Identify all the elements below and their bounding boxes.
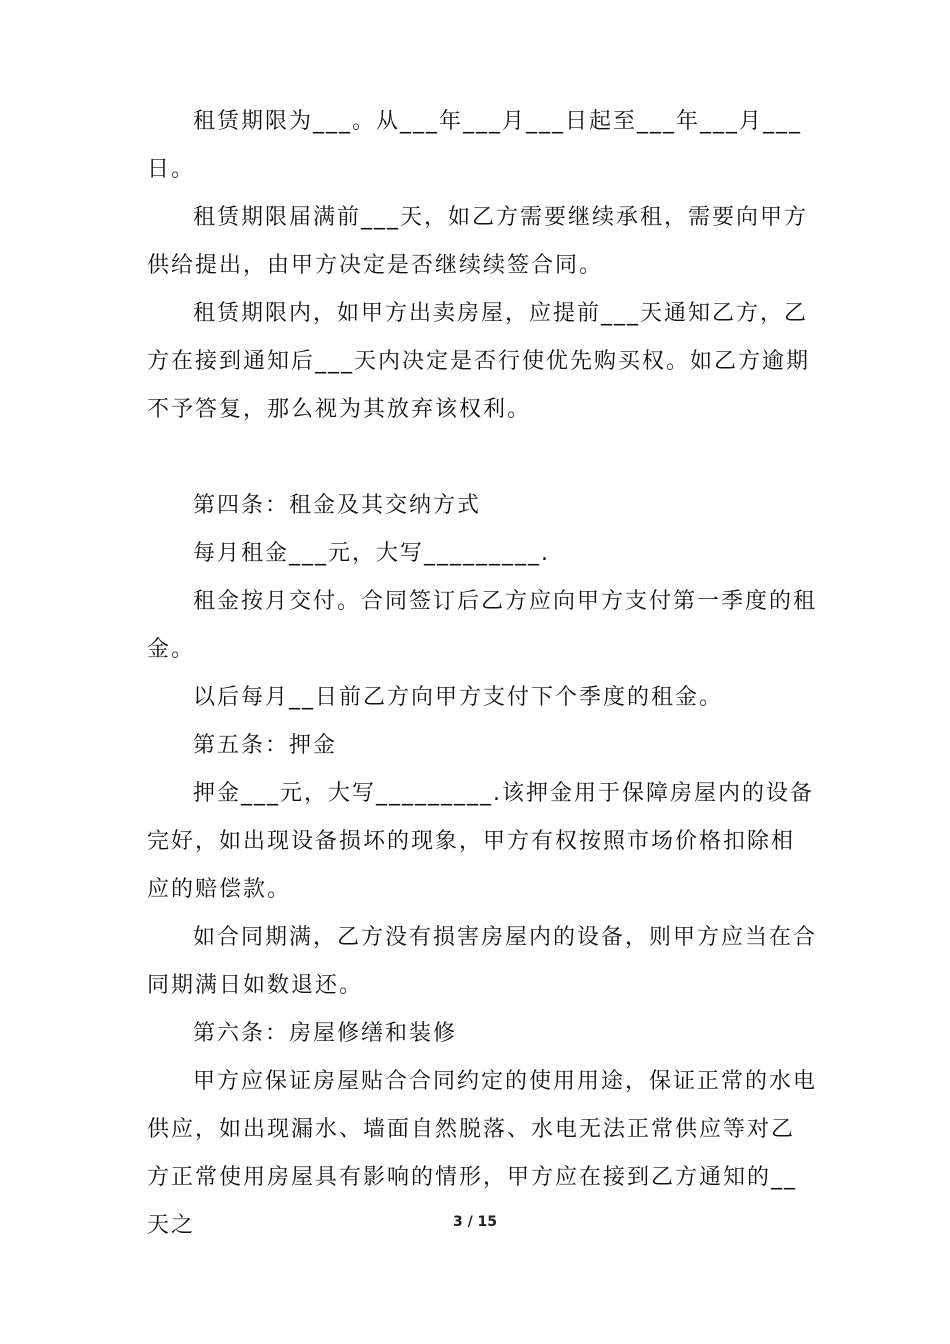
paragraph-deposit-return: 如合同期满，乙方没有损害房屋内的设备，则甲方应当在合同期满日如数退还。 (147, 925, 818, 998)
paragraph-preemption: 租赁期限内，如甲方出卖房屋，应提前___天通知乙方，乙方在接到通知后___天内决定是否行使优先购买权。如乙方逾期不予答复，那么视为其放弃该权利。 (147, 301, 811, 422)
paragraph-rent-payment: 租金按月交付。合同签订后乙方应向甲方支付第一季度的租金。 (147, 589, 818, 662)
heading-article-6: 第六条：房屋修缮和装修 (193, 1021, 458, 1046)
heading-article-4: 第四条：租金及其交纳方式 (193, 493, 482, 518)
paragraph-renewal: 租赁期限届满前___天，如乙方需要继续承租，需要向甲方供给提出，由甲方决定是否继续续签合同。 (147, 205, 809, 278)
paragraph-subsequent-payment: 以后每月__日前乙方向甲方支付下个季度的租金。 (193, 685, 724, 710)
paragraph-deposit: 押金___元，大写_________.该押金用于保障房屋内的设备完好，如出现设备损坏的现象，甲方有权按照市场价格扣除相应的赔偿款。 (147, 781, 814, 902)
heading-article-5: 第五条：押金 (193, 733, 338, 758)
paragraph-lease-term: 租赁期限为___。从___年___月___日起至___年___月___日。 (147, 109, 803, 182)
paragraph-repairs: 甲方应保证房屋贴合合同约定的使用用途，保证正常的水电供应，如出现漏水、墙面自然脱落、水电无法正常供应等对乙方正常使用房屋具有影响的情形，甲方应在接到乙方通知的__天之 (147, 1069, 818, 1238)
page-number: 3 / 15 (452, 1214, 498, 1230)
paragraph-monthly-rent: 每月租金___元，大写_________. (193, 541, 550, 566)
document-body (147, 98, 817, 1250)
